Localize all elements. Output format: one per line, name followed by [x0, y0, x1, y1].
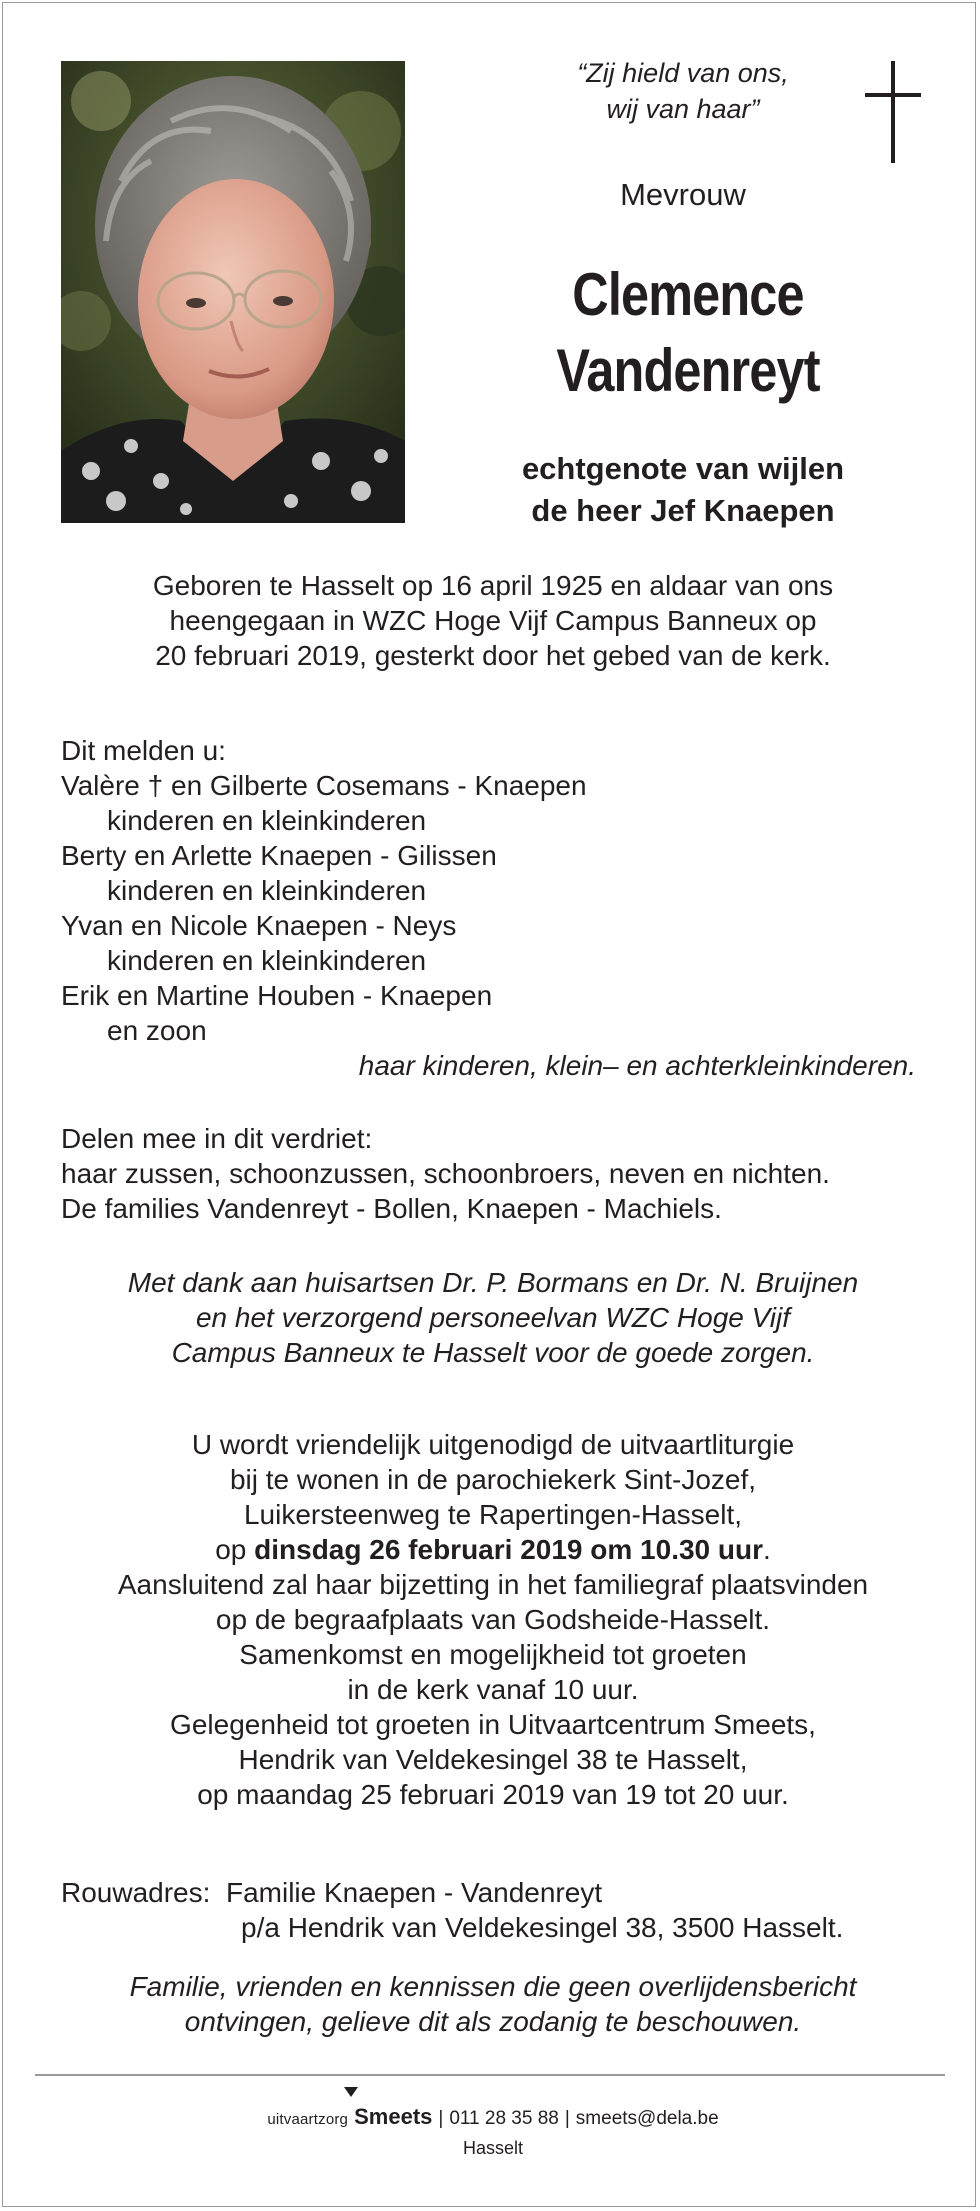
address-line-1 — [61, 1875, 961, 1910]
funeral-line-10: Hendrik van Veldekesingel 38 te Hasselt, — [238, 1744, 748, 1775]
thanks-line-2: en het verzorgend personeelvan WZC Hoge Vijf — [195, 1302, 791, 1333]
quote — [513, 55, 853, 127]
family-name-4: Erik en Martine Houben - Knaepen — [61, 980, 493, 1011]
funeral-line-9: Gelegenheid tot groeten in Uitvaartcentrum Smeets, — [170, 1709, 816, 1740]
family-sub-3: kinderen en kleinkinderen — [107, 945, 427, 976]
family-name-2: Berty en Arlette Knaepen - Gilissen — [61, 840, 497, 871]
funeral-line-3: Luikersteenweg te Rapertingen-Hasselt, — [243, 1499, 743, 1530]
share-line-3: De families Vandenreyt - Bollen, Knaepen - Machiels. — [61, 1193, 722, 1224]
mourning-address — [61, 1875, 961, 1945]
quote-line-2: wij van haar” — [606, 94, 760, 124]
thanks-line-1: Met dank aan huisartsen Dr. P. Bormans en Dr. N. Bruijnen — [127, 1267, 859, 1298]
obituary-card — [2, 2, 976, 2207]
funeral-date-prefix: op — [215, 1534, 255, 1565]
shared-grief — [61, 1121, 961, 1226]
announce-closing: haar kinderen, klein– en achterkleinkinderen. — [358, 1050, 916, 1081]
footer-brand — [354, 2103, 432, 2131]
spouse-line-2: de heer Jef Knaepen — [531, 493, 835, 528]
portrait-image — [61, 61, 405, 523]
share-line-2: haar zussen, schoonzussen, schoonbroers, neven en nichten. — [61, 1158, 830, 1189]
funeral-line-8: in de kerk vanaf 10 uur. — [347, 1674, 639, 1705]
family-announcement — [61, 733, 941, 1083]
funeral-line-11: op maandag 25 februari 2019 van 19 tot 20 uur. — [197, 1779, 789, 1810]
funeral-date-line — [43, 1532, 943, 1567]
thanks-line-3: Campus Banneux te Hasselt voor de goede zorgen. — [171, 1337, 815, 1368]
share-line-1: Delen mee in dit verdriet: — [61, 1123, 373, 1154]
born-line-1: Geboren te Hasselt op 16 april 1925 en aldaar van ons — [152, 570, 834, 601]
funeral-line-5: Aansluitend zal haar bijzetting in het familiegraf plaatsvinden — [117, 1569, 869, 1600]
family-name-1: Valère † en Gilberte Cosemans - Knaepen — [61, 770, 587, 801]
footer-contact-row — [203, 2103, 783, 2134]
funeral-date-suffix: . — [763, 1534, 771, 1565]
family-sub-1: kinderen en kleinkinderen — [107, 805, 427, 836]
footer-brand-text: Smeets — [354, 2104, 433, 2129]
brand-triangle-icon — [344, 2087, 358, 2097]
family-sub-2: kinderen en kleinkinderen — [107, 875, 427, 906]
footer-sep-1: | — [438, 2108, 444, 2129]
honorific: Mevrouw — [620, 177, 746, 212]
address-family: Familie Knaepen - Vandenreyt — [225, 1877, 603, 1908]
funeral-date: dinsdag 26 februari 2019 om 10.30 uur — [254, 1534, 764, 1565]
footer-city: Hasselt — [462, 2138, 524, 2158]
address-street: p/a Hendrik van Veldekesingel 38, 3500 Hasselt. — [241, 1912, 844, 1943]
notice-line-1: Familie, vrienden en kennissen die geen overlijdensbericht — [129, 1971, 857, 2002]
thanks — [43, 1265, 943, 1370]
funeral-line-6: op de begraafplaats van Godsheide-Hasselt. — [215, 1604, 771, 1635]
cross-icon — [865, 61, 923, 163]
family-sub-4: en zoon — [107, 1015, 207, 1046]
family-name-3: Yvan en Nicole Knaepen - Neys — [61, 910, 457, 941]
spouse-line-1: echtgenote van wijlen — [521, 451, 845, 486]
footer-prefix: uitvaartzorg — [267, 2111, 349, 2128]
footer-sep-2: | — [564, 2108, 570, 2129]
funeral-details — [43, 1427, 943, 1812]
spouse-info — [443, 448, 923, 532]
born-line-3: 20 februari 2019, gesterkt door het gebed van de kerk. — [155, 640, 831, 671]
funeral-line-2: bij te wonen in de parochiekerk Sint-Jozef, — [229, 1464, 757, 1495]
portrait-photo — [61, 61, 405, 523]
born-line-2: heengegaan in WZC Hoge Vijf Campus Banneux op — [169, 605, 817, 636]
birth-death-info — [43, 568, 943, 673]
notice — [43, 1969, 943, 2039]
funeral-line-1: U wordt vriendelijk uitgenodigd de uitvaartliturgie — [191, 1429, 795, 1460]
funeral-director-footer — [203, 2103, 783, 2162]
footer-phone: 011 28 35 88 — [449, 2108, 559, 2129]
quote-line-1: “Zij hield van ons, — [577, 58, 789, 88]
first-name: Clemence — [572, 261, 804, 328]
footer-divider — [35, 2074, 945, 2076]
last-name: Vandenreyt — [556, 337, 820, 404]
notice-line-2: ontvingen, gelieve dit als zodanig te beschouwen. — [184, 2006, 802, 2037]
announce-intro: Dit melden u: — [61, 735, 226, 766]
deceased-name — [495, 257, 881, 409]
footer-email: smeets@dela.be — [575, 2108, 719, 2129]
address-label: Rouwadres: — [61, 1877, 211, 1908]
funeral-line-7: Samenkomst en mogelijkheid tot groeten — [239, 1639, 747, 1670]
